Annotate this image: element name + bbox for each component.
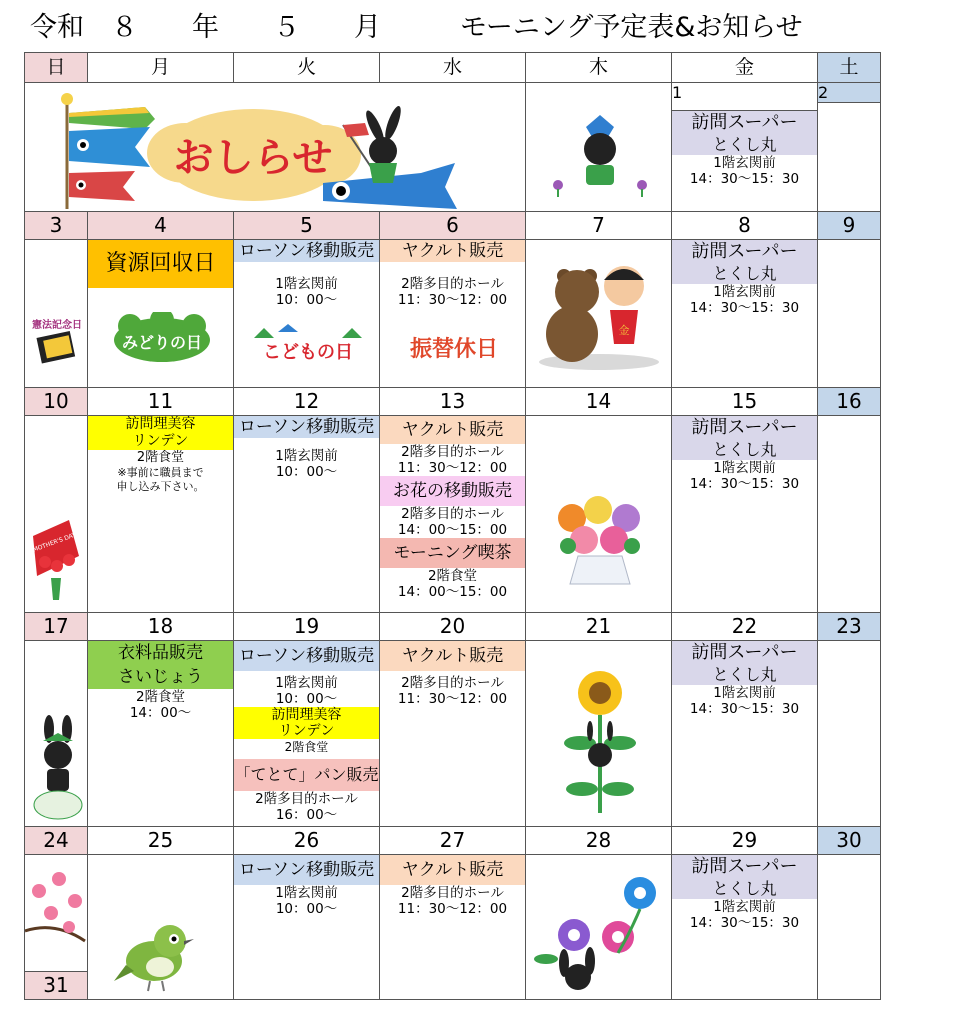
day-number: 1 (672, 83, 683, 102)
day-cell-fri-w2 (672, 240, 818, 388)
event-title-yakult: ヤクルト販売 (380, 240, 525, 262)
event-title-supermarket: 訪問スーパー (672, 416, 817, 440)
weekday-fri: 金 (672, 53, 818, 83)
day-cell-tue-w5 (234, 855, 380, 1000)
event-location: 2階食堂 (284, 740, 329, 754)
event-time: 10：00～ (275, 901, 338, 917)
weekday-tue: 火 (234, 53, 380, 83)
day-number: 24 (25, 827, 88, 855)
event-title-recycling: 資源回収日 (88, 240, 233, 288)
event-title-supermarket: 訪問スーパー (672, 111, 817, 135)
event-time: 11：30～12：00 (397, 691, 508, 707)
week-5-content-row (25, 855, 881, 1000)
childrens-day-sticker: こどもの日 (263, 342, 353, 363)
event-title-supermarket: 訪問スーパー (672, 240, 817, 264)
event-subtitle-tokushimaru: とくし丸 (672, 440, 817, 460)
event-time: 11：30～12：00 (397, 460, 508, 476)
day-cell-sun-w2 (25, 240, 88, 388)
event-title-bread-sale: 「てとて」パン販売 (234, 759, 379, 791)
event-title-yakult: ヤクルト販売 (380, 855, 525, 885)
event-title-morning-cafe: モーニング喫茶 (380, 538, 525, 568)
day-cell-thu-w1 (526, 83, 672, 212)
event-time: 10：00～ (275, 691, 338, 707)
week-3-number-row (25, 388, 881, 416)
event-subtitle-tokushimaru: とくし丸 (672, 665, 817, 685)
calendar-grid (24, 52, 881, 1000)
event-time: 14：30～15：30 (689, 701, 800, 717)
substitute-holiday-sticker: 振替休日 (409, 337, 499, 362)
event-subtitle-tokushimaru: とくし丸 (672, 264, 817, 284)
event-location: 1階玄関前 (275, 675, 338, 691)
week-2-content-row (25, 240, 881, 388)
event-location: 1階玄関前 (713, 899, 776, 915)
event-location: 2階多目的ホール (401, 276, 504, 292)
event-location: 2階食堂 (135, 689, 186, 705)
day-cell-sun-w5 (25, 855, 88, 1000)
day-cell-sat-w3 (818, 416, 881, 613)
day-cell-thu-w3 (526, 416, 672, 613)
event-time: 14：00～ (129, 705, 192, 721)
greenery-day-sticker: みどりの日 (121, 333, 203, 352)
day-cell-fri-w1 (672, 83, 818, 212)
event-title-lawson: ローソン移動販売 (234, 641, 379, 671)
event-subtitle-linden: リンデン (278, 723, 335, 739)
day-number: 2 (818, 83, 880, 102)
week-3-content-row (25, 416, 881, 613)
mothers-day-bouquet-illustration (29, 516, 87, 606)
event-time: 14：30～15：30 (689, 476, 800, 492)
event-location: 1階玄関前 (713, 155, 776, 171)
day-number: 12 (234, 388, 380, 416)
day-cell-wed-w5 (380, 855, 526, 1000)
event-location: 2階多目的ホール (401, 675, 504, 691)
event-title-yakult: ヤクルト販売 (380, 641, 525, 671)
day-cell-fri-w3 (672, 416, 818, 613)
mejiro-bird-illustration (114, 915, 194, 993)
day-number: 28 (526, 827, 672, 855)
event-location: 2階多目的ホール (401, 506, 504, 522)
day-number: 7 (526, 212, 672, 240)
event-title-lawson: ローソン移動販売 (234, 240, 379, 262)
notice-banner-illustration (25, 83, 525, 211)
day-cell-mon-w5 (88, 855, 234, 1000)
day-number: 31 (25, 971, 87, 999)
event-subtitle-linden: リンデン (132, 433, 189, 449)
day-number: 3 (25, 212, 88, 240)
event-location: 1階玄関前 (713, 685, 776, 701)
rabbit-teru-illustration (29, 715, 87, 821)
week-4-content-row (25, 641, 881, 827)
weekday-thu: 木 (526, 53, 672, 83)
day-number: 10 (25, 388, 88, 416)
day-number: 8 (672, 212, 818, 240)
day-cell-thu-w2 (526, 240, 672, 388)
day-number: 23 (818, 613, 881, 641)
calendar-subtitle: モーニング予定表&お知らせ (460, 12, 803, 43)
notice-title-text: おしらせ (173, 135, 333, 181)
event-title-supermarket: 訪問スーパー (672, 641, 817, 665)
event-note-line2: 申し込み下さい。 (116, 480, 205, 493)
day-cell-mon-w2 (88, 240, 234, 388)
event-time: 14：00～15：00 (397, 584, 508, 600)
week-4-number-row (25, 613, 881, 641)
svg-text:金: 金 (618, 324, 630, 337)
day-number: 9 (818, 212, 881, 240)
week-2-number-row (25, 212, 881, 240)
event-location: 2階多目的ホール (401, 444, 504, 460)
event-time: 10：00～ (275, 464, 338, 480)
day-cell-fri-w4 (672, 641, 818, 827)
event-riyou-label (234, 707, 379, 739)
event-location: 1階玄関前 (713, 460, 776, 476)
day-number: 13 (380, 388, 526, 416)
constitution-day-sticker: 憲法記念日 (32, 320, 82, 331)
day-number: 6 (380, 212, 526, 240)
day-number: 5 (234, 212, 380, 240)
weekday-sat: 土 (818, 53, 881, 83)
morning-glory-rabbit-illustration (534, 873, 664, 995)
day-number: 30 (818, 827, 881, 855)
day-cell-tue-w2 (234, 240, 380, 388)
event-location: 2階食堂 (427, 568, 478, 584)
substitute-holiday-illustration (394, 326, 514, 366)
notice-banner-cell (25, 83, 526, 212)
event-time: 14：30～15：30 (689, 915, 800, 931)
day-number: 14 (526, 388, 672, 416)
day-number: 11 (88, 388, 234, 416)
childrens-day-illustration (248, 320, 368, 370)
constitution-day-illustration (27, 310, 87, 370)
event-location: 1階玄関前 (275, 885, 338, 901)
event-time: 14：30～15：30 (689, 300, 800, 316)
day-number: 29 (672, 827, 818, 855)
day-number: 18 (88, 613, 234, 641)
sunflower-rabbit-illustration (560, 669, 640, 817)
event-subtitle-tokushimaru: とくし丸 (672, 135, 817, 155)
event-time: 14：00～15：00 (397, 522, 508, 538)
weekday-sun: 日 (25, 53, 88, 83)
event-title-yakult: ヤクルト販売 (380, 416, 525, 444)
plum-blossom-illustration (25, 861, 87, 951)
day-cell-fri-w5 (672, 855, 818, 1000)
event-note-line1: ※事前に職員まで (117, 466, 204, 479)
event-location: 1階玄関前 (275, 276, 338, 292)
event-title-clothing-sale: 衣料品販売 (118, 643, 203, 663)
calendar-month-title: 令和 ８ 年 ５ 月 (30, 12, 381, 43)
day-number: 20 (380, 613, 526, 641)
day-number: 16 (818, 388, 881, 416)
event-location: 2階多目的ホール (401, 885, 504, 901)
event-time: 16：00～ (275, 807, 338, 823)
day-cell-wed-w2 (380, 240, 526, 388)
week-1-row (25, 83, 881, 212)
day-cell-wed-w4 (380, 641, 526, 827)
event-title-haircut: 訪問理美容 (271, 707, 342, 723)
event-time: 11：30～12：00 (397, 901, 508, 917)
day-number: 17 (25, 613, 88, 641)
event-title-flower-sale: お花の移動販売 (380, 476, 525, 506)
event-time: 11：30～12：00 (397, 292, 508, 308)
day-number: 25 (88, 827, 234, 855)
event-location: 2階食堂 (136, 450, 185, 465)
day-cell-mon-w3 (88, 416, 234, 613)
event-subtitle-tokushimaru: とくし丸 (672, 879, 817, 899)
weekday-header-row (25, 53, 881, 83)
kabuto-rabbit-illustration (548, 115, 652, 197)
flower-bouquet-illustration (548, 490, 652, 588)
event-title-supermarket: 訪問スーパー (672, 855, 817, 879)
day-cell-tue-w3 (234, 416, 380, 613)
day-number: 26 (234, 827, 380, 855)
day-cell-sat-w5 (818, 855, 881, 1000)
day-cell-wed-w3 (380, 416, 526, 613)
event-location: 1階玄関前 (713, 284, 776, 300)
day-cell-thu-w4 (526, 641, 672, 827)
weekday-mon: 月 (88, 53, 234, 83)
greenery-day-illustration (110, 312, 214, 364)
weekday-wed: 水 (380, 53, 526, 83)
kintaro-bear-illustration (534, 254, 664, 372)
event-location: 1階玄関前 (275, 448, 338, 464)
event-title-lawson: ローソン移動販売 (234, 416, 379, 438)
day-cell-tue-w4 (234, 641, 380, 827)
event-title-lawson: ローソン移動販売 (234, 855, 379, 885)
day-number: 21 (526, 613, 672, 641)
event-time: 10：00～ (275, 292, 338, 308)
event-location: 2階多目的ホール (255, 791, 358, 807)
mothers-day-sticker: MOTHER'S DAY (32, 531, 77, 554)
day-cell-thu-w5 (526, 855, 672, 1000)
day-number: 4 (88, 212, 234, 240)
day-number: 22 (672, 613, 818, 641)
event-riyou-label (88, 416, 233, 450)
day-cell-sun-w3 (25, 416, 88, 613)
event-time: 14：30～15：30 (689, 171, 800, 187)
day-number: 27 (380, 827, 526, 855)
week-5-number-row (25, 827, 881, 855)
day-cell-sat-w1 (818, 83, 881, 212)
day-number: 19 (234, 613, 380, 641)
event-subtitle-saijou: さいじょう (118, 667, 203, 687)
day-cell-mon-w4 (88, 641, 234, 827)
day-cell-sun-w4 (25, 641, 88, 827)
day-number: 15 (672, 388, 818, 416)
day-cell-sat-w4 (818, 641, 881, 827)
day-cell-sat-w2 (818, 240, 881, 388)
event-title-haircut: 訪問理美容 (125, 416, 196, 432)
event-clothing-label (88, 641, 233, 689)
